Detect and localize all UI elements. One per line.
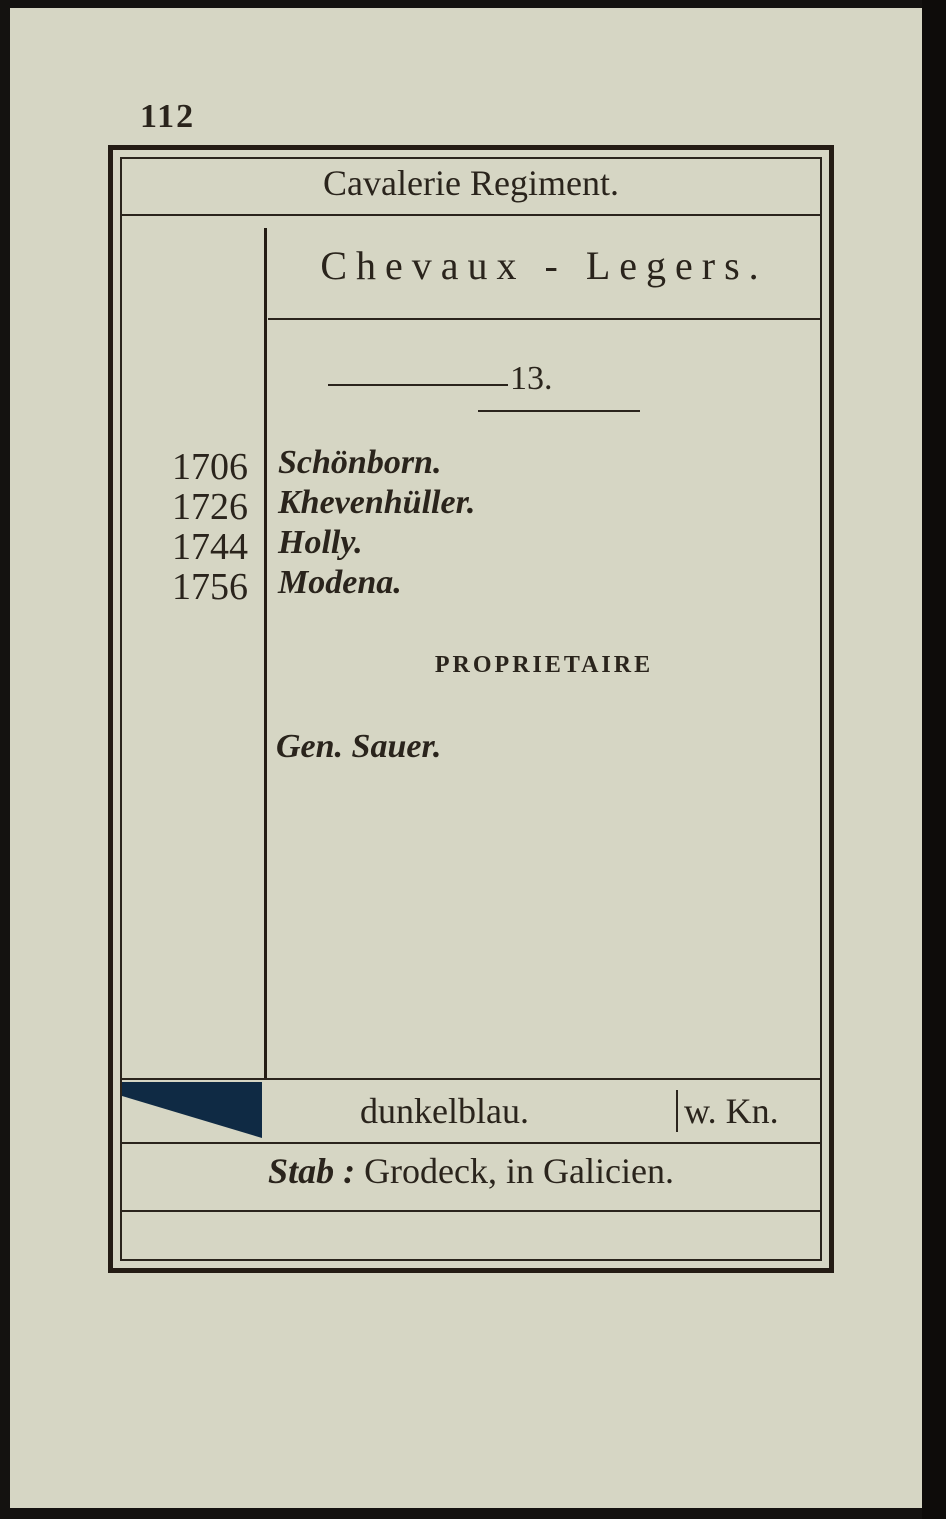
uniform-facing-text: w. Kn. <box>676 1090 779 1132</box>
staff-divider <box>120 1210 822 1212</box>
uniform-color-text: dunkelblau. <box>360 1091 529 1131</box>
number-rule-right <box>478 410 640 412</box>
year-column-divider <box>264 228 267 1080</box>
history-name: Schönborn. <box>278 444 442 481</box>
regiment-type: Chevaux - Legers. <box>320 243 768 288</box>
subheader-divider <box>268 318 820 320</box>
history-year: 1744 <box>172 526 248 568</box>
history-year: 1706 <box>172 446 248 488</box>
history-name: Khevenhüller. <box>278 484 476 521</box>
history-name: Holly. <box>278 524 363 561</box>
staff-line <box>120 1150 822 1192</box>
page-number: 112 <box>140 98 196 135</box>
history-year: 1756 <box>172 566 248 608</box>
page-edge <box>922 0 946 1519</box>
page-title: Cavalerie Regiment. <box>323 163 619 203</box>
history-year: 1726 <box>172 486 248 528</box>
uniform-top-divider <box>120 1078 822 1080</box>
staff-label: Stab : <box>268 1151 356 1191</box>
uniform-bottom-divider <box>120 1142 822 1144</box>
regiment-number: 13. <box>510 360 553 397</box>
year-column <box>148 447 248 607</box>
history-name: Modena. <box>278 564 402 601</box>
name-column <box>278 443 475 603</box>
uniform-color-swatch <box>122 1082 262 1138</box>
section-label: PROPRIETAIRE <box>434 652 654 678</box>
staff-location: Grodeck, in Galicien. <box>364 1151 674 1191</box>
number-rule-left <box>328 384 508 386</box>
proprietor-name: Gen. Sauer. <box>276 728 442 765</box>
header-divider <box>120 214 822 216</box>
